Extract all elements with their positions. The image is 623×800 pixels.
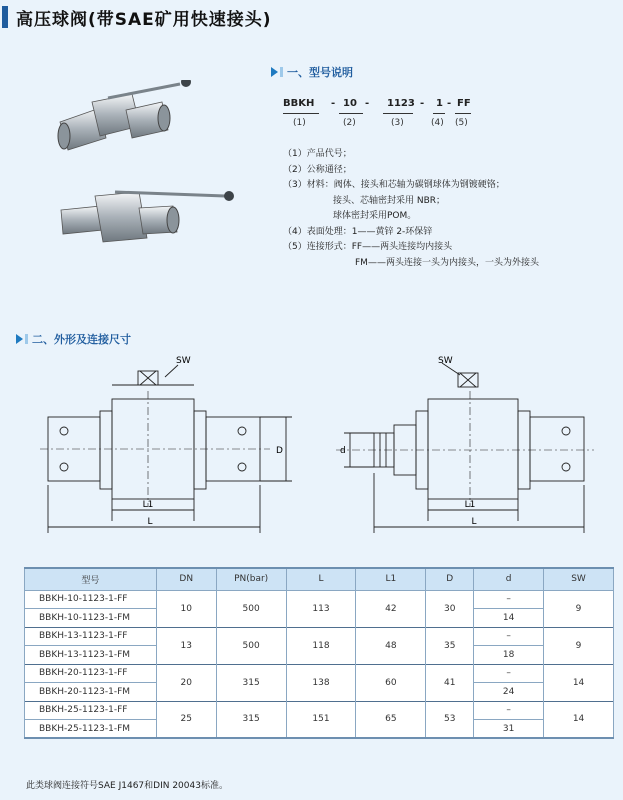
cell-l: 118 (286, 627, 356, 664)
note-line: （4）表面处理：1——黄锌 2-环保锌 (283, 226, 433, 237)
page-title: 高压球阀(带SAE矿用快速接头) (16, 9, 272, 30)
cell-model: BBKH-10-1123-1-FF (25, 590, 157, 609)
cell-sw: 14 (544, 664, 614, 701)
cell-l: 151 (286, 701, 356, 738)
label-d-lower: d (340, 446, 346, 456)
cell-d-upper: 41 (426, 664, 474, 701)
cell-d-lower: 24 (474, 683, 544, 702)
label-l: L (471, 517, 477, 527)
cell-d-lower: – (474, 590, 544, 609)
cell-sw: 14 (544, 701, 614, 738)
cell-d-lower: 31 (474, 720, 544, 739)
note-line: 球体密封采用POM。 (333, 211, 417, 221)
footnote: 此类球阀连接符号SAE J1467和DIN 20043标准。 (26, 781, 228, 791)
product-photo-upper (40, 80, 210, 160)
col-header: d (474, 568, 544, 590)
cell-d-lower: – (474, 701, 544, 720)
label-l: L (147, 517, 153, 527)
cell-model: BBKH-20-1123-1-FF (25, 664, 157, 683)
model-part-material: 1123 (387, 98, 415, 109)
cell-l1: 65 (356, 701, 426, 738)
section-bar (280, 67, 283, 77)
table-row (25, 701, 614, 720)
cell-pn: 315 (216, 664, 286, 701)
model-number: (1) (293, 118, 306, 128)
drawing-ff (30, 355, 300, 535)
table-row (25, 664, 614, 683)
section-heading-dimensions: 二、外形及连接尺寸 (16, 331, 131, 347)
cell-model: BBKH-10-1123-1-FM (25, 609, 157, 628)
col-header: 型号 (25, 568, 157, 590)
col-header: L (286, 568, 356, 590)
cell-model: BBKH-13-1123-1-FM (25, 646, 157, 665)
spec-table (24, 567, 614, 739)
cell-model: BBKH-13-1123-1-FF (25, 627, 157, 646)
cell-model: BBKH-25-1123-1-FF (25, 701, 157, 720)
col-header: DN (156, 568, 216, 590)
underline (455, 113, 471, 114)
model-sep: - (331, 98, 336, 109)
drawing-fm (330, 355, 610, 535)
note-line: FM——两头连接一头为内接头，一头为外接头 (355, 257, 539, 268)
cell-pn: 500 (216, 590, 286, 627)
cell-l: 138 (286, 664, 356, 701)
cell-pn: 500 (216, 627, 286, 664)
arrow-icon (16, 334, 23, 344)
model-number: (4) (431, 118, 444, 128)
model-sep: - (365, 98, 370, 109)
cell-dn: 25 (156, 701, 216, 738)
note-line: （2）公称通径； (283, 164, 352, 175)
title-marker (2, 6, 8, 28)
label-d-upper: D (276, 446, 283, 456)
cell-d-lower: 14 (474, 609, 544, 628)
cell-sw: 9 (544, 627, 614, 664)
cell-d-lower: 18 (474, 646, 544, 665)
cell-dn: 10 (156, 590, 216, 627)
model-sep: - (447, 98, 452, 109)
cell-d-upper: 35 (426, 627, 474, 664)
model-number: (3) (391, 118, 404, 128)
underline (283, 113, 319, 114)
table-header-row (25, 568, 614, 590)
cell-d-lower: – (474, 627, 544, 646)
label-sw: SW (176, 356, 191, 366)
cell-l1: 60 (356, 664, 426, 701)
note-line: 接头、芯轴密封采用 NBR； (333, 195, 446, 206)
cell-dn: 20 (156, 664, 216, 701)
col-header: D (426, 568, 474, 590)
col-header: L1 (356, 568, 426, 590)
cell-sw: 9 (544, 590, 614, 627)
cell-dn: 13 (156, 627, 216, 664)
label-l1: L1 (142, 500, 154, 510)
table-row (25, 627, 614, 646)
label-l1: L1 (464, 500, 476, 510)
model-notes (283, 147, 539, 271)
note-line: （5）连接形式：FF——两头连接均内接头 (283, 242, 453, 252)
cell-model: BBKH-20-1123-1-FM (25, 683, 157, 702)
cell-d-upper: 53 (426, 701, 474, 738)
model-sep: - (420, 98, 425, 109)
cell-model: BBKH-25-1123-1-FM (25, 720, 157, 739)
note-line: （3）材料：阀体、接头和芯轴为碳钢球体为钢镀硬铬； (283, 180, 505, 190)
col-header: SW (544, 568, 614, 590)
model-number: (5) (455, 118, 468, 128)
cell-l1: 42 (356, 590, 426, 627)
cell-pn: 315 (216, 701, 286, 738)
product-photo-lower (55, 182, 240, 262)
arrow-icon (271, 67, 278, 77)
table-row (25, 590, 614, 609)
underline (339, 113, 363, 114)
section-heading-model: 一、型号说明 (271, 64, 353, 80)
cell-l: 113 (286, 590, 356, 627)
underline (383, 113, 413, 114)
section-bar (25, 334, 28, 344)
cell-d-upper: 30 (426, 590, 474, 627)
note-line: （1）产品代号； (283, 149, 352, 159)
title-bar (0, 0, 623, 34)
model-part-dn: 10 (343, 98, 357, 109)
model-number: (2) (343, 118, 356, 128)
model-part-surface: 1 (436, 98, 443, 109)
model-part-connection: FF (457, 98, 471, 109)
cell-l1: 48 (356, 627, 426, 664)
label-sw: SW (438, 356, 453, 366)
col-header: PN(bar) (216, 568, 286, 590)
underline (433, 113, 445, 114)
cell-d-lower: – (474, 664, 544, 683)
model-part-product: BBKH (283, 98, 315, 109)
